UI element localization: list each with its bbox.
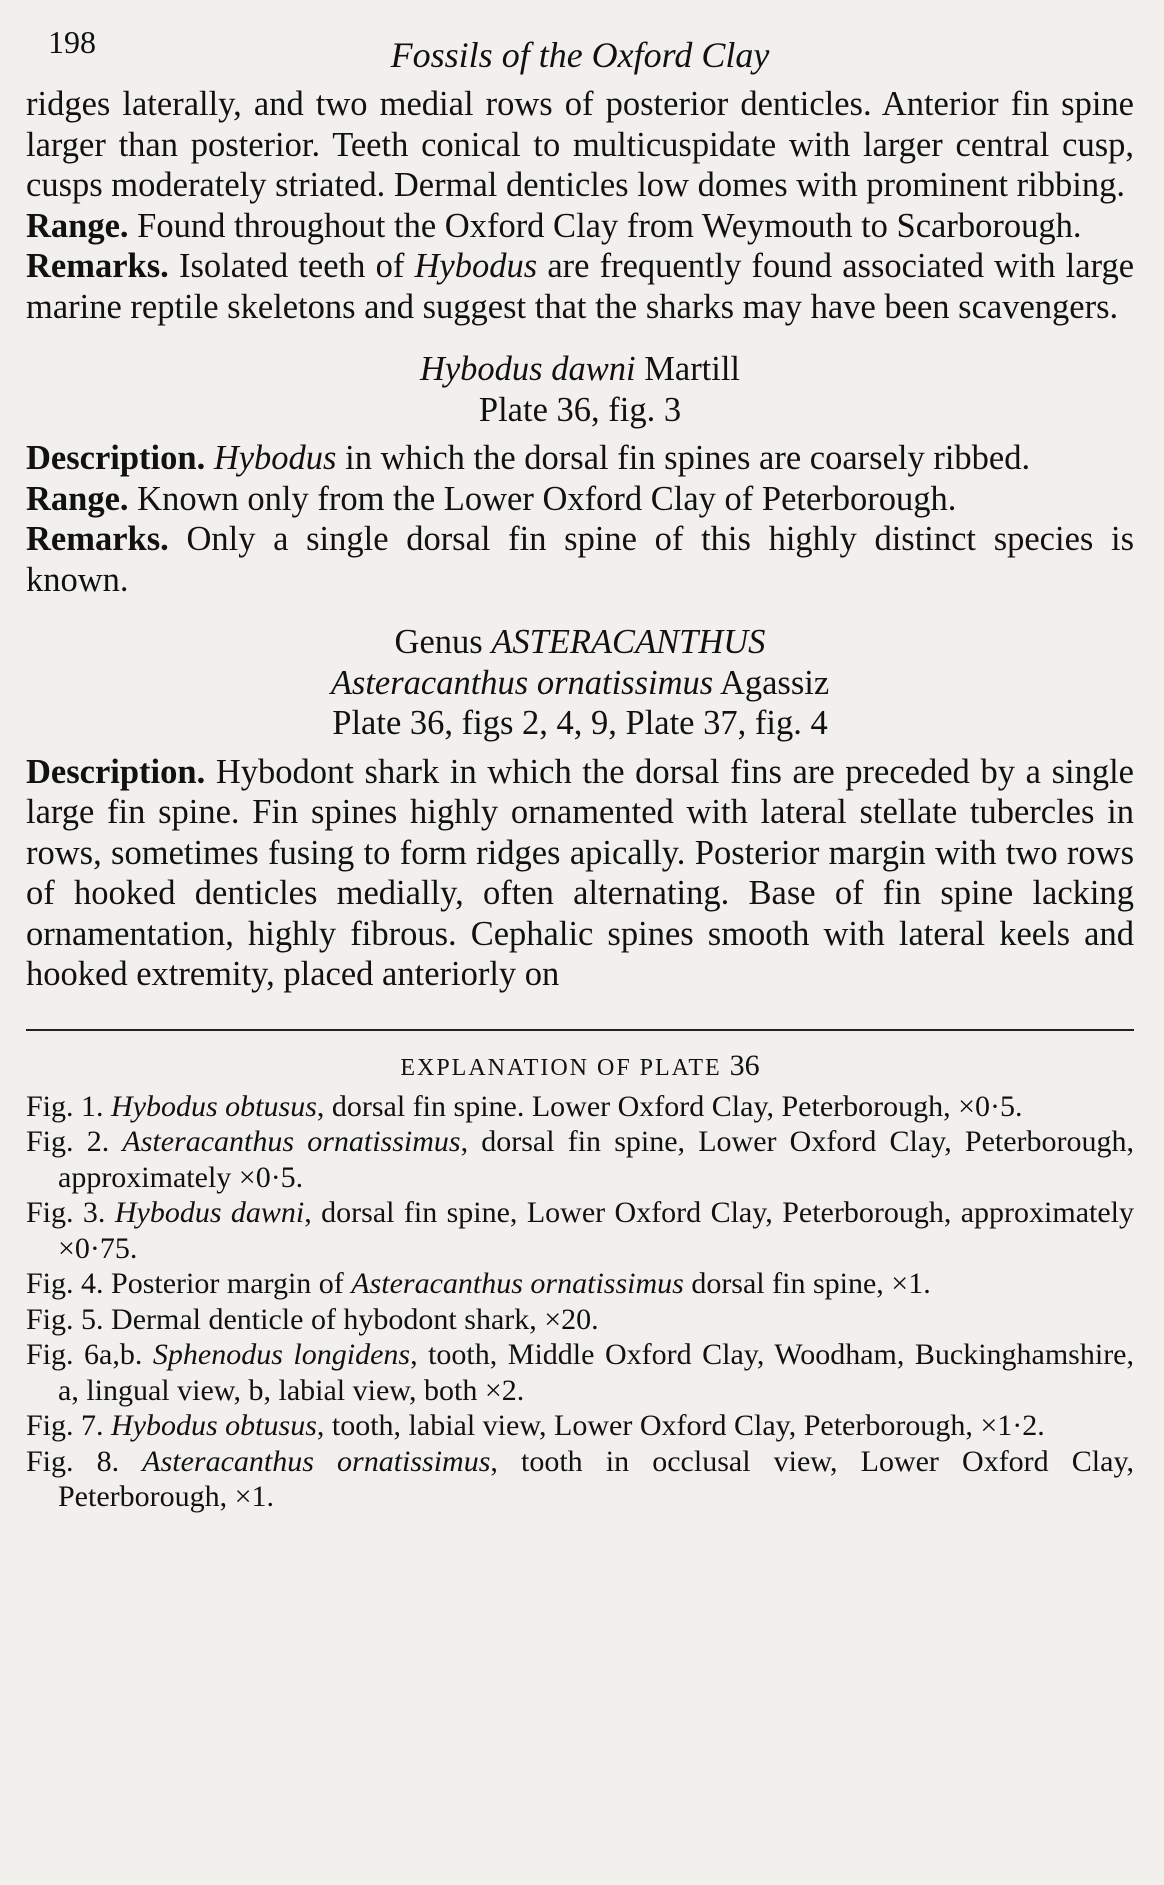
- figure-species: Hybodus obtusus: [111, 1409, 317, 1442]
- remarks-label: Remarks.: [26, 520, 169, 558]
- figure-text: , tooth, labial view, Lower Oxford Clay, Peterborough, ×1·2.: [316, 1409, 1045, 1442]
- figure-text: , dorsal fin spine. Lower Oxford Clay, Peterborough, ×0·5.: [316, 1089, 1023, 1123]
- figure-text: , tooth, Middle Oxford Clay, Woodham, Buckinghamshire, a, lingual view, b, labial view, both ×2.: [58, 1338, 1135, 1407]
- figure-species: Hybodus dawni: [114, 1196, 305, 1229]
- hybodus-remarks-paragraph: [26, 246, 1134, 327]
- figure-text-pre: Posterior margin of: [111, 1267, 352, 1300]
- description-genus: Hybodus: [213, 439, 337, 477]
- range-label: Range.: [26, 206, 129, 245]
- figure-text: , dorsal fin spine, Lower Oxford Clay, Peterborough, approximately ×0·75.: [58, 1196, 1135, 1265]
- figure-label: Fig. 1.: [26, 1089, 104, 1123]
- species-author: Martill: [635, 350, 741, 388]
- plate-reference: Plate 36, figs 2, 4, 9, Plate 37, fig. 4: [332, 704, 828, 742]
- dawni-remarks-paragraph: [26, 519, 1134, 600]
- figure-species: Hybodus obtusus: [111, 1089, 317, 1123]
- description-text: Hybodont shark in which the dorsal fins are preceded by a single large fin spine. Fin spines highly ornamented with lateral stellate tubercles in rows, sometimes fusing to form ridges apically. Posterior margin with two rows of hooked denticles medially, often alternating. Base of fin spine lacking ornamentation, highly fibrous. Cephalic spines smooth with lateral keels and hooked extremity, placed anteriorly on: [26, 752, 1134, 993]
- figure-label: Fig. 4.: [26, 1267, 104, 1300]
- page-number: 198: [48, 24, 96, 60]
- figure-caption: [26, 1302, 1134, 1338]
- description-label: Description.: [26, 439, 206, 477]
- dawni-description-paragraph: [26, 438, 1134, 479]
- remarks-text-before: Isolated teeth of: [168, 247, 415, 285]
- hybodus-range-paragraph: [26, 206, 1134, 247]
- figure-caption: [26, 1444, 1134, 1515]
- genus-heading: [26, 622, 1134, 663]
- figure-text-pre: Dermal denticle of hybodont shark, ×20.: [111, 1302, 599, 1336]
- range-text: Known only from the Lower Oxford Clay of Peterborough.: [128, 479, 957, 518]
- genus-name: ASTERACANTHUS: [491, 623, 766, 661]
- range-label: Range.: [26, 479, 129, 518]
- asteracanthus-description-paragraph: [26, 752, 1134, 995]
- figure-species: Asteracanthus ornatissimus: [142, 1444, 491, 1478]
- species-heading: [26, 663, 1134, 704]
- remarks-text: Only a single dorsal fin spine of this highly distinct species is known.: [26, 520, 1134, 599]
- plate-heading-text: EXPLANATION OF PLATE: [400, 1054, 730, 1081]
- figure-text: , tooth in occlusal view, Lower Oxford Clay, Peterborough, ×1.: [58, 1444, 1134, 1513]
- continuation-text: ridges laterally, and two medial rows of posterior denticles. Anterior fin spine larger than posterior. Teeth conical to multicuspidate with larger central cusp, cusps moderately striated. Dermal denticles low domes with prominent ribbing.: [26, 85, 1134, 204]
- plate-heading-number: 36: [729, 1048, 760, 1082]
- remarks-text-after: are frequently found associated with large marine reptile skeletons and suggest that the sharks may have been scavengers.: [26, 247, 1135, 326]
- figure-species: Asteracanthus ornatissimus: [122, 1125, 461, 1158]
- dawni-range-paragraph: [26, 479, 1134, 520]
- plate-reference: Plate 36, fig. 3: [478, 390, 682, 429]
- description-label: Description.: [26, 752, 206, 791]
- figure-caption: [26, 1266, 1134, 1302]
- figure-caption: [26, 1337, 1134, 1408]
- figure-caption: [26, 1089, 1134, 1125]
- figure-label: Fig. 2.: [26, 1125, 110, 1158]
- figure-species: Asteracanthus ornatissimus: [351, 1267, 684, 1300]
- running-title: Fossils of the Oxford Clay: [390, 35, 770, 75]
- figure-captions: [26, 1089, 1134, 1515]
- figure-label: Fig. 7.: [26, 1409, 104, 1442]
- range-text: Found throughout the Oxford Clay from Weymouth to Scarborough.: [128, 206, 1082, 245]
- page-header: [26, 14, 1134, 84]
- genus-prefix: Genus: [394, 623, 492, 661]
- figure-caption: [26, 1195, 1134, 1266]
- figure-species: Sphenodus longidens: [152, 1338, 411, 1371]
- remarks-label: Remarks.: [26, 247, 169, 285]
- species-name: Asteracanthus ornatissimus: [330, 663, 714, 702]
- figure-text: , dorsal fin spine, Lower Oxford Clay, Peterborough, approximately ×0·5.: [58, 1125, 1135, 1194]
- figure-label: Fig. 8.: [26, 1444, 120, 1478]
- remarks-genus: Hybodus: [414, 247, 538, 285]
- continuation-paragraph: [26, 84, 1134, 206]
- plate-explanation-heading: [26, 1049, 1134, 1083]
- figure-label: Fig. 6a,b.: [26, 1338, 143, 1371]
- figure-caption: [26, 1124, 1134, 1195]
- figure-label: Fig. 5.: [26, 1302, 104, 1336]
- section-divider: [26, 1029, 1134, 1031]
- species-name: Hybodus dawni: [419, 350, 636, 388]
- species-heading: [26, 349, 1134, 390]
- figure-text: dorsal fin spine, ×1.: [683, 1267, 931, 1300]
- figure-label: Fig. 3.: [26, 1196, 106, 1229]
- figure-caption: [26, 1408, 1134, 1444]
- species-author: Agassiz: [713, 663, 830, 702]
- description-text: in which the dorsal fin spines are coarsely ribbed.: [336, 439, 1031, 477]
